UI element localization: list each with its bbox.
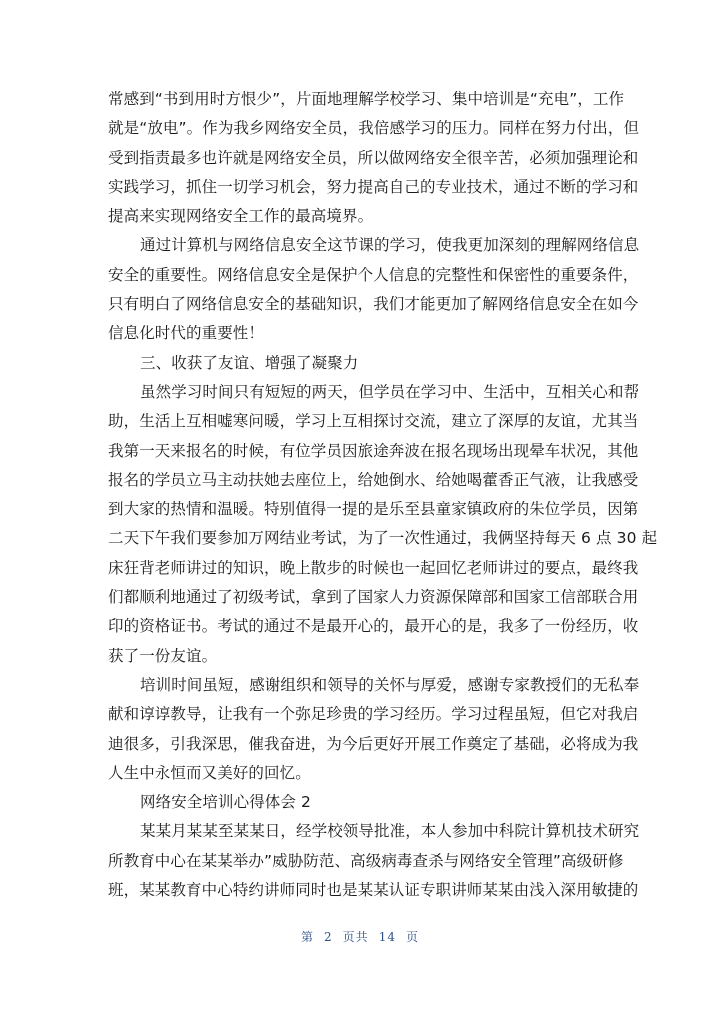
text-line: 实践学习，抓住一切学习机会，努力提高自己的专业技术，通过不断的学习和 xyxy=(108,177,639,196)
text-line: 报名的学员立马主动扶她去座位上，给她倒水、给她喝藿香正气液，让我感受 xyxy=(108,470,639,489)
footer-suffix: 页 xyxy=(405,930,419,944)
text-line: 人生中永恒而又美好的回忆。 xyxy=(108,763,311,782)
text-line: 获了一份友谊。 xyxy=(108,646,218,665)
page-body xyxy=(108,85,658,905)
text-line: 二天下午我们要参加万网结业考试，为了一次性通过，我俩坚持每天 6 点 30 起 xyxy=(108,529,658,548)
text-line: 就是“放电”。作为我乡网络安全员，我倍感学习的压力。同样在努力付出，但 xyxy=(108,119,640,138)
total-page-count: 14 xyxy=(378,930,396,944)
text-line: 床狂背老师讲过的知识，晚上散步的时候也一起回忆老师讲过的要点，最终我 xyxy=(108,558,639,577)
text-line: 提高来实现网络安全工作的最高境界。 xyxy=(108,207,374,226)
text-line: 印的资格证书。考试的通过不是最开心的，最开心的是，我多了一份经历，收 xyxy=(108,617,639,636)
paragraph-start-line: 虽然学习时间只有短短的两天，但学员在学习中、生活中，互相关心和帮 xyxy=(140,382,640,401)
text-line: 常感到“书到用时方恨少”，片面地理解学校学习、集中培训是“充电”，工作 xyxy=(108,90,625,108)
text-line: 所教育中心在某某举办”威胁防范、高级病毒查杀与网络安全管理”高级研修 xyxy=(108,851,624,870)
text-line: 献和谆谆教导，让我有一个弥足珍贵的学习经历。学习过程虽短，但它对我启 xyxy=(108,705,639,724)
page-number-footer xyxy=(0,928,720,945)
text-line: 迪很多，引我深思，催我奋进，为今后更好开展工作奠定了基础，必将成为我 xyxy=(108,734,639,753)
footer-middle: 页共 xyxy=(342,930,369,944)
text-line: 信息化时代的重要性！ xyxy=(108,324,265,343)
text-line: 助，生活上互相嘘寒问暖，学习上互相探讨交流，建立了深厚的友谊，尤其当 xyxy=(108,412,639,431)
text-line: 受到指责最多也许就是网络安全员，所以做网络安全很辛苦，必须加强理论和 xyxy=(108,148,639,167)
footer-prefix: 第 xyxy=(301,930,315,944)
paragraph-start-line: 通过计算机与网络信息安全这节课的学习，使我更加深刻的理解网络信息 xyxy=(140,236,640,255)
section-heading: 三、收获了友谊、增强了凝聚力 xyxy=(140,353,359,372)
text-line: 到大家的热情和温暖。特别值得一提的是乐至县童家镇政府的朱位学员，因第 xyxy=(108,500,639,519)
text-line: 我第一天来报名的时候，有位学员因旅途奔波在报名现场出现晕车状况，其他 xyxy=(108,441,639,460)
text-line: 班，某某教育中心特约讲师同时也是某某认证专职讲师某某由浅入深用敏捷的 xyxy=(108,881,639,900)
paragraph-start-line: 培训时间虽短，感谢组织和领导的关怀与厚爱，感谢专家教授们的无私奉 xyxy=(140,675,640,694)
paragraph-start-line: 某某月某某至某某日，经学校领导批准，本人参加中科院计算机技术研究 xyxy=(140,822,640,841)
text-line: 只有明白了网络信息安全的基础知识，我们才能更加了解网络信息安全在如今 xyxy=(108,295,639,314)
text-line: 们都顺利地通过了初级考试，拿到了国家人力资源保障部和国家工信部联合用 xyxy=(108,588,639,607)
article-title: 网络安全培训心得体会 2 xyxy=(140,793,311,812)
text-line: 安全的重要性。网络信息安全是保护个人信息的完整性和保密性的重要条件， xyxy=(108,265,639,284)
current-page-number: 2 xyxy=(324,930,333,944)
